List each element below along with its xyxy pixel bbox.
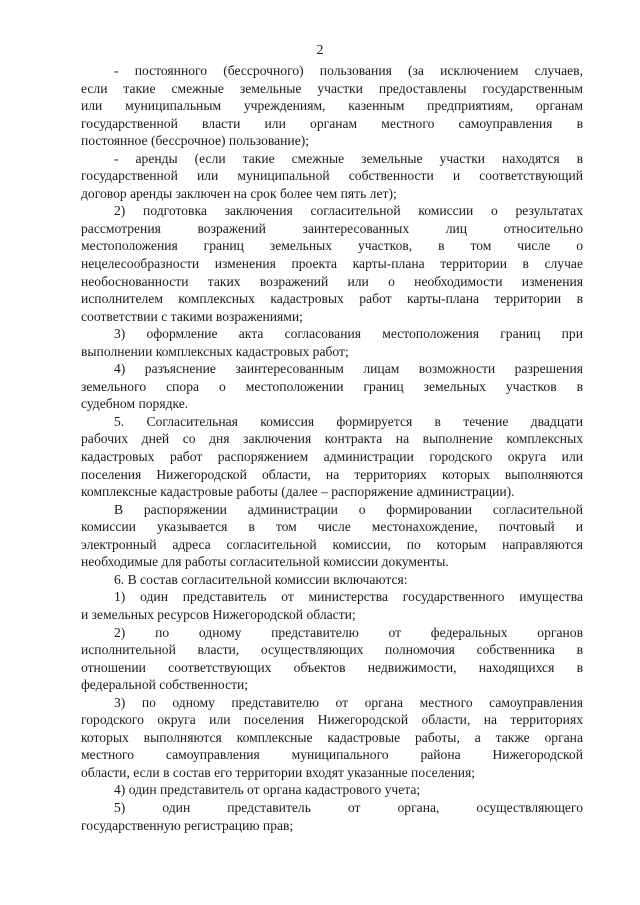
paragraph: [81, 624, 583, 694]
paragraph: [81, 501, 583, 571]
text-line: местоположения границ земельных участков, в том числе о: [81, 238, 583, 254]
text-line: исполнителем комплексных кадастровых работ карты-плана территории в: [81, 291, 583, 307]
paragraph: [81, 202, 583, 325]
text-line: 4) разъяснение заинтересованным лицам возможности разрешения: [114, 361, 583, 377]
paragraph: [81, 571, 583, 589]
paragraph: [81, 62, 583, 150]
text-line: 5) один представитель от органа, осуществляющего: [114, 799, 583, 815]
text-line: отношении соответствующих объектов недвижимости, находящихся в: [81, 659, 583, 675]
text-line: государственной или муниципальной собственности и соответствующий: [81, 168, 583, 184]
text-line: 3) по одному представителю от органа местного самоуправления: [114, 694, 583, 710]
text-line: если такие смежные земельные участки предоставлены государственным: [81, 80, 583, 96]
text-line: соответствии с такими возражениями;: [81, 308, 303, 324]
text-line: 2) по одному представителю от федеральных органов: [114, 624, 583, 640]
text-line: комплексные кадастровые работы (далее – распоряжение администрации).: [81, 484, 515, 500]
text-line: - аренды (если такие смежные земельные участки находятся в: [114, 150, 583, 166]
document-body: [81, 62, 583, 834]
text-line: 4) один представитель от органа кадастрового учета;: [114, 782, 421, 798]
paragraph: [81, 413, 583, 501]
text-line: городского округа или поселения Нижегородской области, на территориях: [81, 712, 583, 728]
text-line: необоснованности таких возражений или о необходимости изменения: [81, 273, 583, 289]
text-line: В распоряжении администрации о формировании согласительной: [114, 501, 583, 517]
text-line: нецелесообразности изменения проекта карты-плана территории в случае: [81, 256, 583, 272]
text-line: федеральной собственности;: [81, 677, 249, 693]
text-line: 1) один представитель от министерства государственного имущества: [114, 589, 583, 605]
text-line: земельного спора о местоположении границ земельных участков в: [81, 378, 583, 394]
text-line: договор аренды заключен на срок более чем пять лет);: [81, 185, 397, 201]
paragraph: [81, 781, 583, 799]
page-number: 2: [316, 43, 324, 58]
paragraph: [81, 799, 583, 834]
text-line: кадастровых работ распоряжением администрации городского округа или: [81, 449, 583, 465]
text-line: судебном порядке.: [81, 396, 189, 412]
text-line: - постоянного (бессрочного) пользования (за исключением случаев,: [114, 63, 583, 78]
text-line: постоянное (бессрочное) пользование);: [81, 133, 310, 149]
text-line: рабочих дней со дня заключения контракта на выполнение комплексных: [81, 431, 583, 447]
paragraph: [81, 325, 583, 360]
text-line: 6. В состав согласительной комиссии включаются:: [114, 571, 408, 587]
text-line: исполнительной власти, осуществляющих полномочия собственника в: [81, 642, 583, 658]
paragraph: [81, 694, 583, 782]
text-line: комиссии указывается в том числе местонахождение, почтовый и: [81, 519, 583, 535]
text-line: и земельных ресурсов Нижегородской области;: [81, 606, 356, 622]
text-line: которых выполняются комплексные кадастровые работы, а также органа: [81, 729, 583, 745]
text-line: местного самоуправления муниципального района Нижегородской: [81, 747, 583, 763]
text-line: области, если в состав его территории входят указанные поселения;: [81, 764, 476, 780]
paragraph: [81, 150, 583, 203]
text-line: 3) оформление акта согласования местоположения границ при: [114, 326, 583, 342]
text-line: 5. Согласительная комиссия формируется в течение двадцати: [114, 413, 583, 429]
text-line: 2) подготовка заключения согласительной комиссии о результатах: [114, 203, 583, 219]
text-line: поселения Нижегородской области, на территориях которых выполняются: [81, 466, 583, 482]
paragraph: [81, 360, 583, 413]
text-line: выполнении комплексных кадастровых работ;: [81, 343, 349, 359]
paragraph: [81, 588, 583, 623]
text-line: государственную регистрацию прав;: [81, 817, 294, 833]
text-line: необходимые для работы согласительной комиссии документы.: [81, 554, 449, 570]
text-line: рассмотрения возражений заинтересованных лиц относительно: [81, 220, 583, 236]
text-line: или муниципальным учреждениям, казенным предприятиям, органам: [81, 98, 583, 114]
text-line: государственной власти или органам местного самоуправления в: [81, 115, 583, 131]
text-line: электронный адреса согласительной комиссии, по которым направляются: [81, 536, 583, 552]
